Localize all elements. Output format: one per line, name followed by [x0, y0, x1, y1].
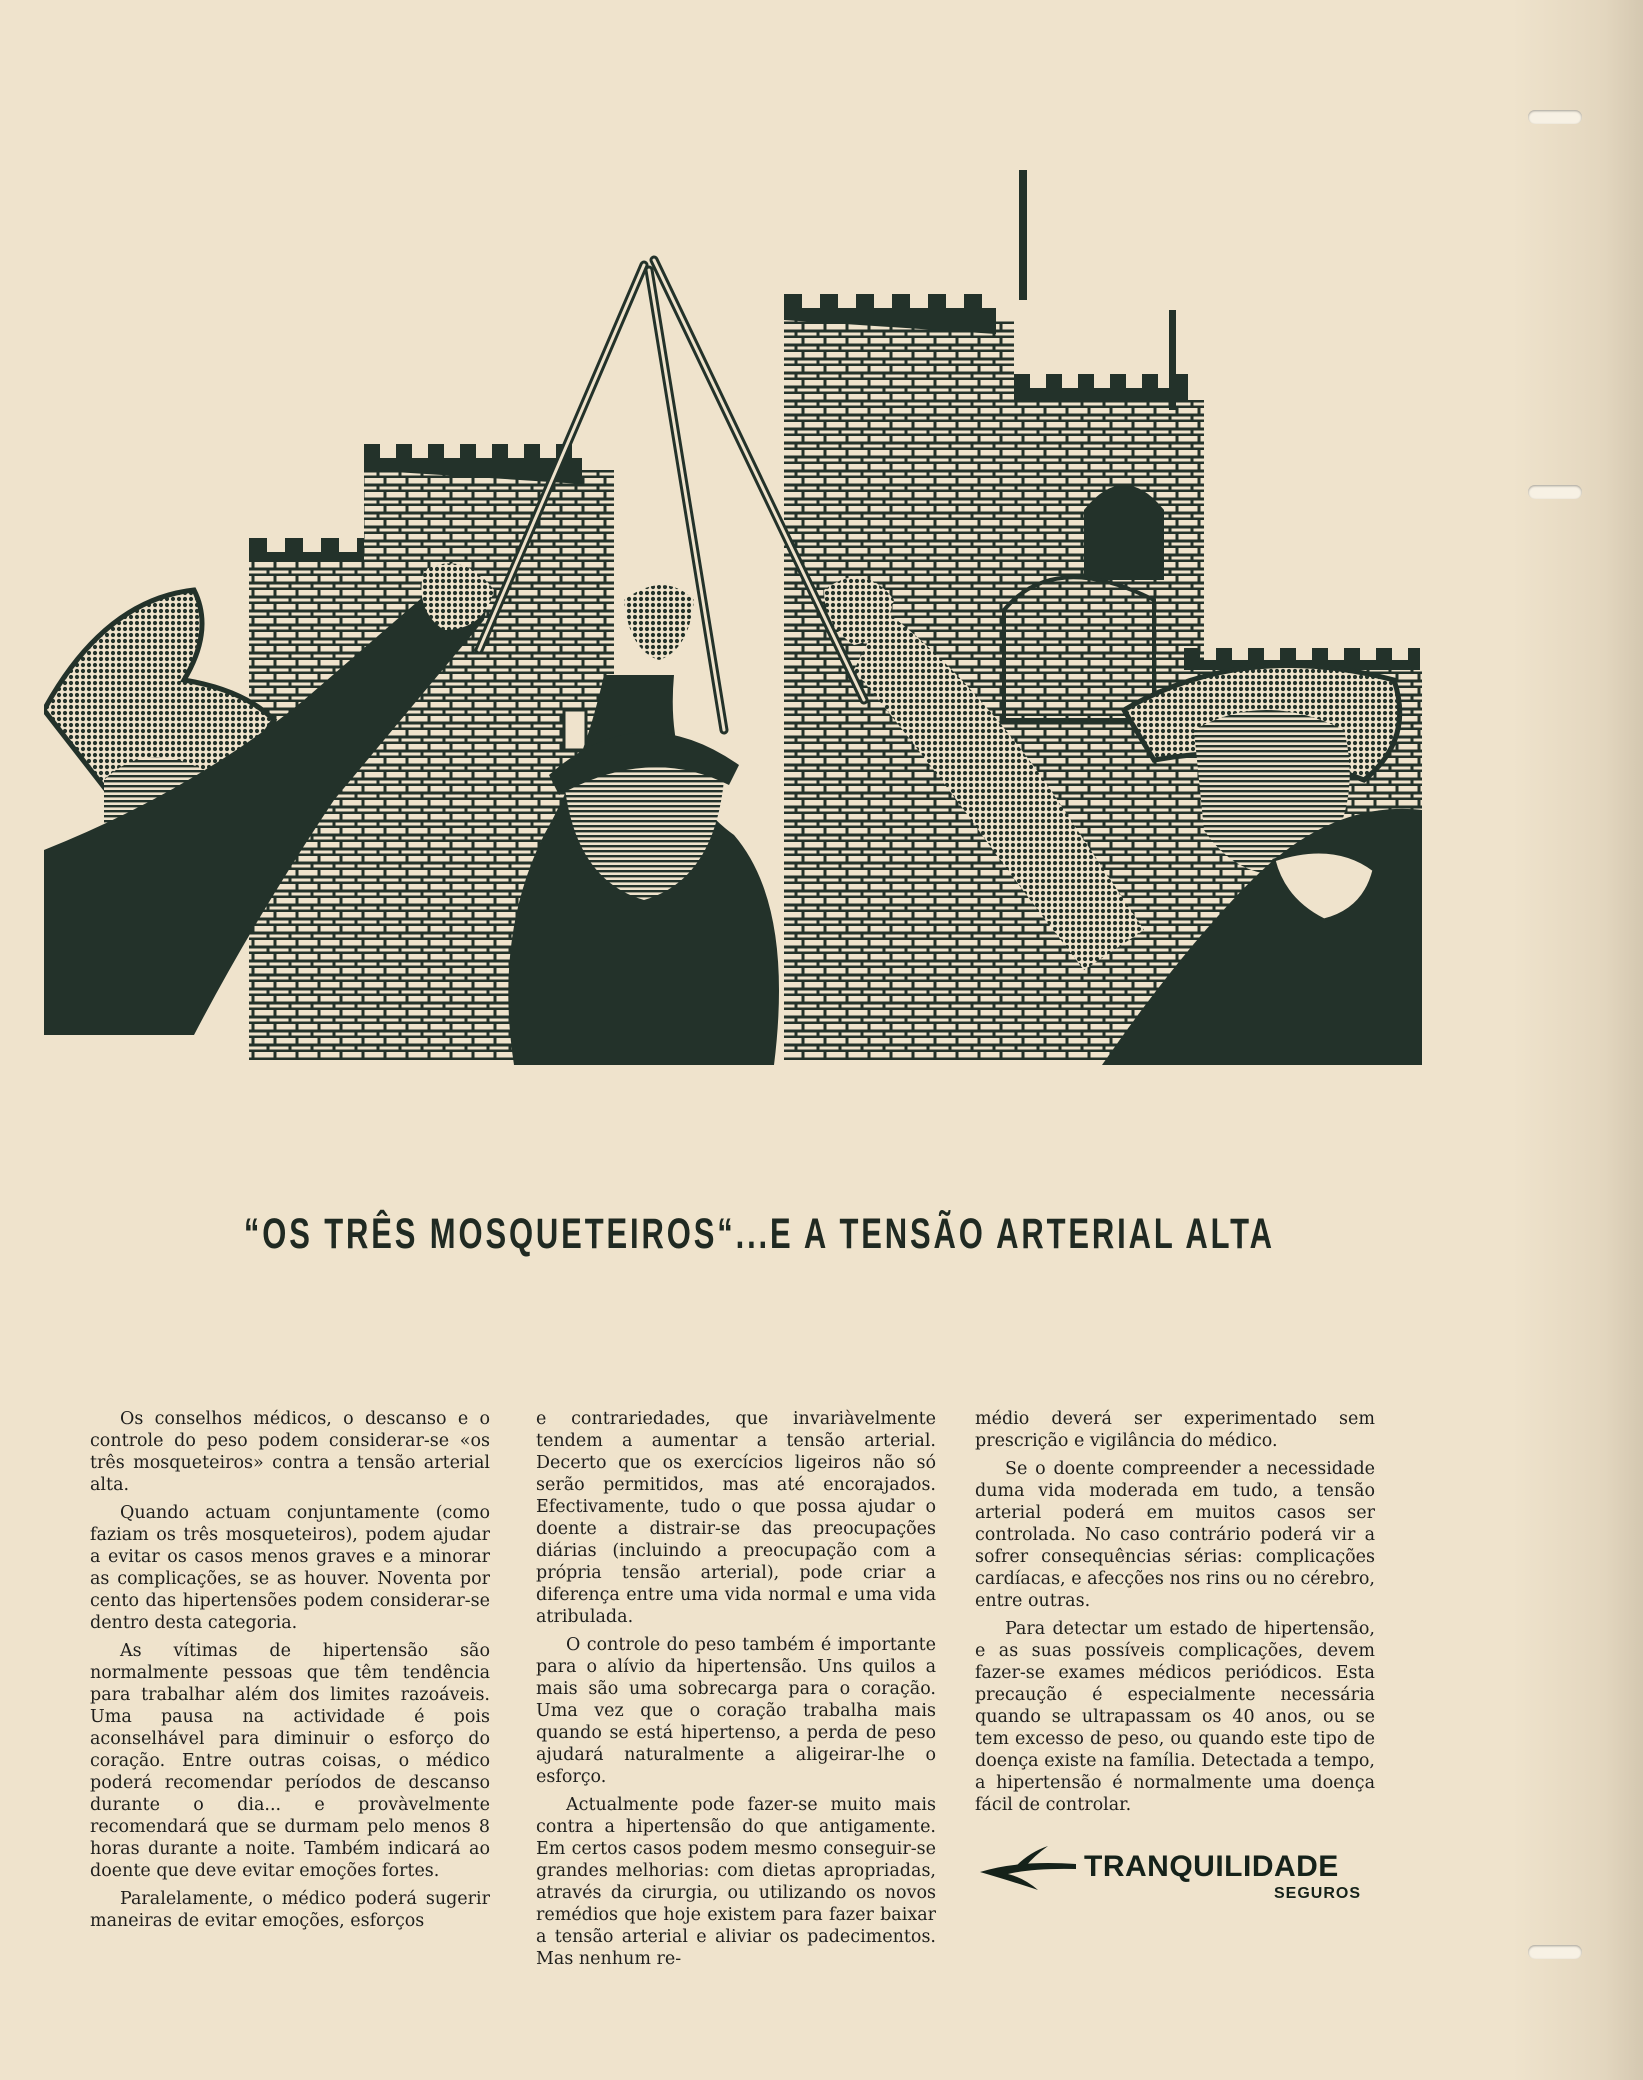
article-column-1: [90, 1408, 490, 1938]
paragraph: Os conselhos médicos, o descanso e o controle do peso podem considerar-se «os três mosqueteiros» contra a tensão arterial alta.: [90, 1409, 490, 1495]
paragraph: O controle do peso também é importante para o alívio da hipertensão. Uns quilos a mais são uma sobrecarga para o coração. Uma vez que o coração trabalha mais quando se está hipertenso, a perda de peso ajudará naturalmente a aligeirar-lhe o esforço.: [536, 1635, 936, 1787]
binding-hole: [1528, 485, 1582, 499]
paragraph: Paralelamente, o médico poderá sugerir maneiras de evitar emoções, esforços: [90, 1889, 490, 1931]
article-column-3: [975, 1408, 1375, 1822]
paragraph: e contrariedades, que invariàvelmente tendem a aumentar a tensão arterial. Decerto que os exercícios ligeiros não só serão permitidos, mas até encorajados. Efectivamente, tudo o que possa ajudar o doente a distrair-se das preocupações diárias (incluindo a preocupação com a própria tensão arterial), pode criar a diferença entre uma vida normal e uma vida atribulada.: [536, 1409, 936, 1627]
paragraph: Se o doente compreender a necessidade duma vida moderada em tudo, a tensão arterial poderá em muitos casos ser controlada. No caso contrário poderá vir a sofrer consequências sérias: complicações cardíacas, e afecções nos rins ou no cérebro, entre outras.: [975, 1459, 1375, 1611]
paragraph: médio deverá ser experimentado sem prescrição e vigilância do médico.: [975, 1409, 1375, 1451]
brand-subtitle: SEGUROS: [1274, 1885, 1362, 1902]
binding-hole: [1528, 1945, 1582, 1959]
paragraph: Para detectar um estado de hipertensão, e as suas possíveis complicações, devem fazer-se exames médicos periódicos. Esta precaução é especialmente necessária quando se ultrapassam os 40 anos, ou se tem excesso de peso, ou quando este tipo de doença existe na família. Detectada a tempo, a hipertensão é normalmente uma doença fácil de controlar.: [975, 1619, 1375, 1815]
headline: “OS TRÊS MOSQUETEIROS“...E A TENSÃO ARTERIAL ALTA: [243, 1210, 1275, 1258]
binding-hole: [1528, 110, 1582, 124]
paragraph: Quando actuam conjuntamente (como faziam os três mosqueteiros), podem ajudar a evitar os casos menos graves e a minorar as complicações, se as houver. Noventa por cento das hipertensões podem considerar-se dentro desta categoria.: [90, 1503, 490, 1633]
swallow-bird-icon: [978, 1844, 1078, 1894]
brand-name: TRANQUILIDADE: [1084, 1850, 1339, 1883]
brand-logo: [978, 1842, 1398, 1912]
three-musketeers-castle-illustration: [44, 170, 1422, 1065]
page-edge-shadow: [1513, 0, 1643, 2080]
article-column-2: [536, 1408, 936, 1976]
paragraph: As vítimas de hipertensão são normalmente pessoas que têm tendência para trabalhar além dos limites razoáveis. Uma pausa na actividade é pois aconselhável para diminuir o esforço do coração. Entre outras coisas, o médico poderá recomendar períodos de descanso durante o dia... e provàvelmente recomendará que se durmam pelo menos 8 horas durante a noite. Também indicará ao doente que deve evitar emoções fortes.: [90, 1641, 490, 1881]
paragraph: Actualmente pode fazer-se muito mais contra a hipertensão do que antigamente. Em certos casos podem mesmo conseguir-se grandes melhorias: com dietas apropriadas, através da cirurgia, ou utilizando os novos remédios que hoje existem para fazer baixar a tensão arterial e aliviar os padecimentos. Mas nenhum re-: [536, 1795, 936, 1969]
